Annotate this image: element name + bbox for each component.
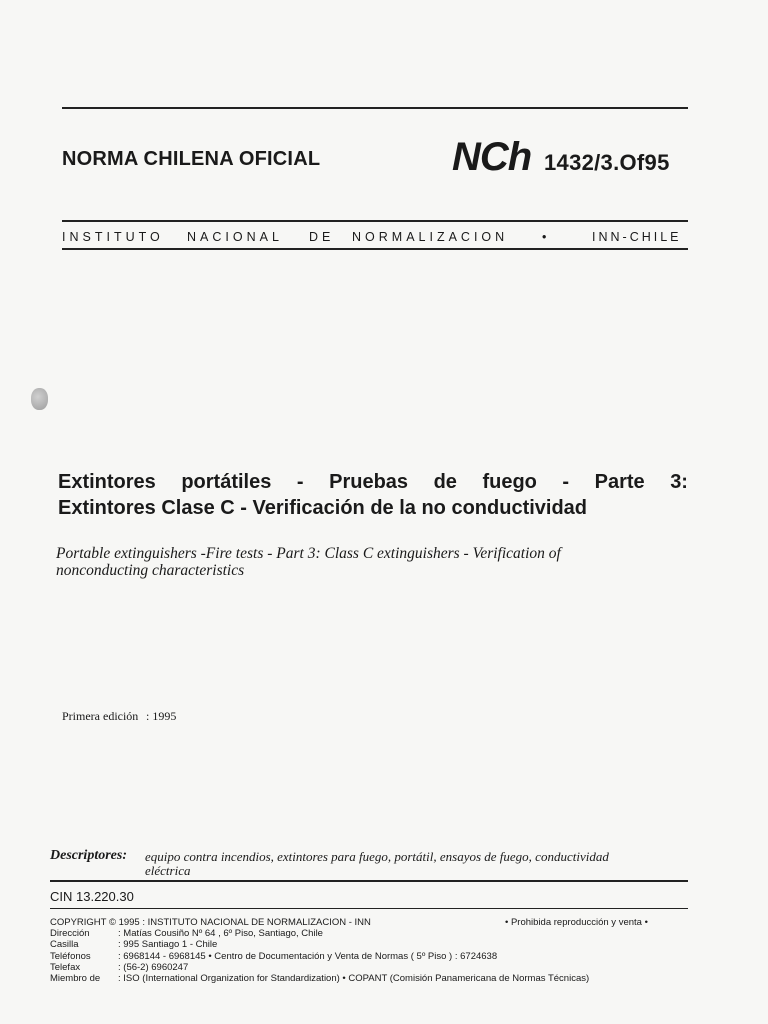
copyright-text: COPYRIGHT © 1995 : INSTITUTO NACIONAL DE NORMALIZACION - INN	[50, 917, 371, 928]
title-word: Parte	[594, 471, 645, 493]
title-word: -	[296, 471, 304, 493]
title-en-line2: nonconducting characteristics	[56, 562, 245, 579]
descriptors-text	[145, 850, 690, 878]
descriptors-label: Descriptores:	[50, 848, 127, 863]
title-word: portátiles	[181, 471, 272, 493]
info-key: Miembro de	[50, 972, 101, 984]
institute-word: NORMALIZACION	[352, 230, 509, 244]
title-word: Pruebas	[329, 471, 409, 493]
document-title-en	[56, 545, 676, 579]
top-rule	[62, 107, 688, 109]
title-word: Extintores	[58, 471, 156, 493]
institute-rule-bottom	[62, 248, 688, 250]
info-row	[50, 972, 590, 984]
info-value: : (56-2) 6960247	[118, 961, 189, 973]
title-en-line1: Portable extinguishers -Fire tests - Part 3: Class C extinguishers - Verification of	[56, 545, 561, 562]
info-row	[50, 950, 498, 962]
reproduction-notice: • Prohibida reproducción y venta •	[505, 917, 648, 928]
info-value: : ISO (International Organization for Standardization) • COPANT (Comisión Panamericana de Normas Técnicas)	[118, 972, 590, 984]
edition-value: : 1995	[146, 709, 177, 723]
document-title-es	[58, 469, 688, 521]
cin-code: CIN 13.220.30	[50, 889, 134, 904]
institute-word: DE	[309, 230, 335, 244]
title-word: fuego	[482, 471, 537, 493]
title-word: -	[562, 471, 570, 493]
institute-rule-top	[62, 220, 688, 222]
bullet-separator: •	[542, 230, 551, 244]
descriptors-line1: equipo contra incendios, extintores para fuego, portátil, ensayos de fuego, conductividad	[145, 849, 609, 864]
copyright-row	[50, 917, 648, 928]
info-key: Casilla	[50, 939, 79, 951]
institute-word: INN-CHILE	[592, 230, 682, 244]
publisher-info	[50, 917, 648, 984]
edition-info	[62, 709, 176, 724]
institute-word: INSTITUTO	[62, 230, 164, 244]
institute-word: NACIONAL	[187, 230, 283, 244]
binder-hole-mark	[31, 388, 48, 410]
cin-rule	[50, 908, 688, 909]
title-es-line1	[58, 469, 688, 495]
info-value: : 6968144 - 6968145 • Centro de Documentación y Venta de Normas ( 5º Piso ) : 6724638	[118, 950, 498, 962]
title-es-line2: Extintores Clase C - Verificación de la no conductividad	[58, 497, 588, 519]
info-value: : Matías Cousiño Nº 64 , 6º Piso, Santiago, Chile	[118, 928, 323, 940]
info-row	[50, 962, 371, 973]
info-key: Telefax	[50, 961, 81, 973]
descriptors-rule	[50, 880, 688, 882]
standard-number: 1432/3.Of95	[544, 150, 670, 175]
info-key: Dirección	[50, 928, 90, 940]
descriptors-line2: eléctrica	[145, 863, 191, 878]
info-row	[50, 928, 371, 939]
nch-logo: NCh	[452, 135, 532, 179]
info-value: : 995 Santiago 1 - Chile	[118, 939, 218, 951]
edition-label: Primera edición	[62, 709, 139, 723]
info-row	[50, 939, 371, 950]
title-word: 3:	[670, 471, 688, 493]
standard-heading: NORMA CHILENA OFICIAL	[62, 148, 321, 170]
info-key: Teléfonos	[50, 950, 91, 962]
title-word: de	[433, 471, 457, 493]
